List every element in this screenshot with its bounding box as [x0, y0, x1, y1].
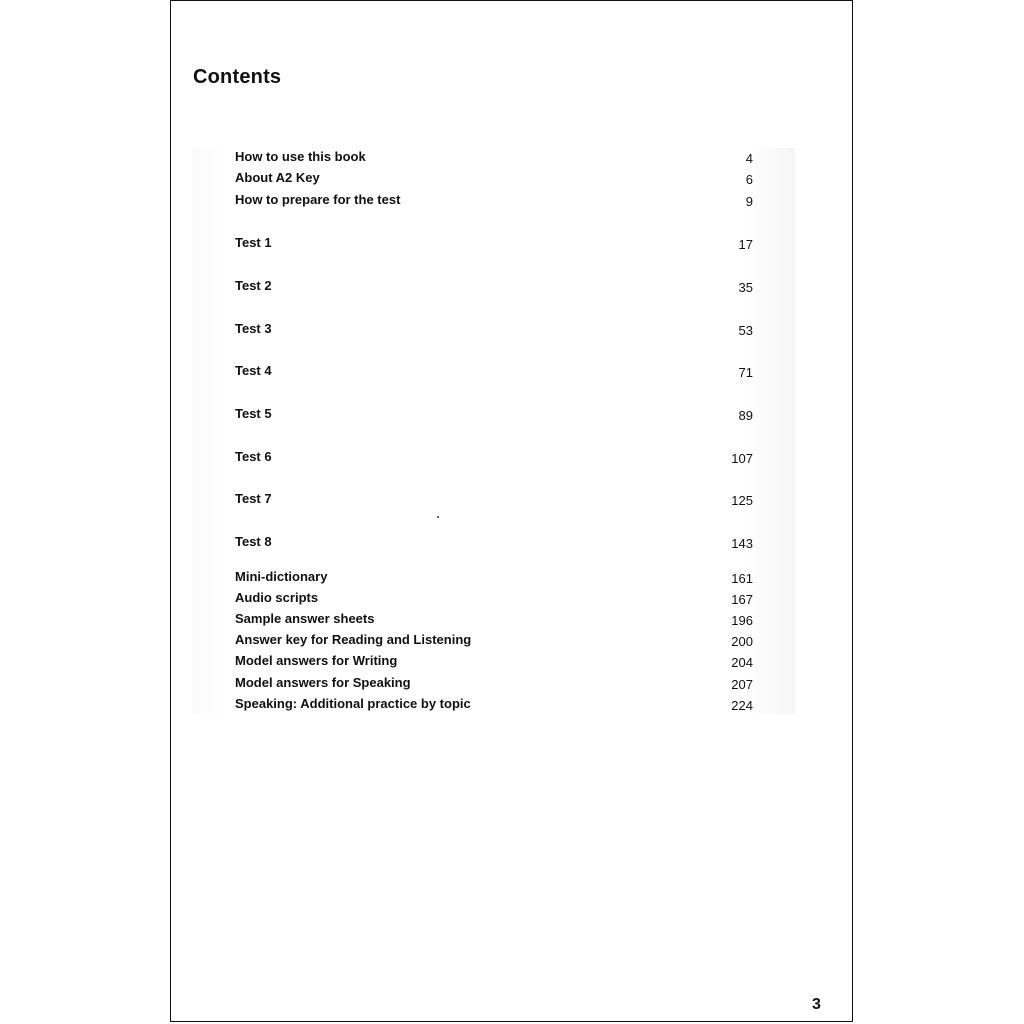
toc-entry-page: 167 — [731, 592, 753, 607]
toc-entry-label: Test 5 — [235, 406, 272, 421]
toc-entry-page: 143 — [731, 536, 753, 551]
toc-entry-page: 196 — [731, 613, 753, 628]
toc-entry[interactable] — [235, 696, 753, 714]
toc-entry[interactable] — [235, 278, 753, 296]
toc-entry-label: Answer key for Reading and Listening — [235, 632, 472, 647]
toc-entry[interactable] — [235, 491, 753, 509]
toc-entry[interactable] — [235, 569, 753, 587]
toc-entry-page: 53 — [738, 323, 753, 338]
toc-entry-label: Sample answer sheets — [235, 611, 375, 626]
toc-entry-label: Test 1 — [235, 235, 272, 250]
toc-entry-page: 107 — [731, 451, 753, 466]
toc-entry-label: How to use this book — [235, 149, 366, 164]
toc-entry[interactable] — [235, 675, 753, 693]
toc-entry-label: Test 4 — [235, 363, 272, 378]
toc-entry-page: 35 — [738, 280, 753, 295]
toc-entry[interactable] — [235, 534, 753, 552]
toc-entry[interactable] — [235, 149, 753, 167]
toc-entry-label: Test 2 — [235, 278, 272, 293]
print-speck — [437, 516, 439, 518]
toc-entry-label: About A2 Key — [235, 170, 320, 185]
toc-entry-page: 17 — [738, 237, 753, 252]
toc-entry[interactable] — [235, 590, 753, 608]
toc-entry-page: 207 — [731, 677, 753, 692]
toc-entry-page: 204 — [731, 655, 753, 670]
toc-entry-label: Test 8 — [235, 534, 272, 549]
toc-entry[interactable] — [235, 363, 753, 381]
toc-entry-page: 224 — [731, 698, 753, 713]
toc-entry[interactable] — [235, 653, 753, 671]
toc-entry-page: 71 — [738, 365, 753, 380]
toc-entry-label: Test 7 — [235, 491, 272, 506]
toc-entry-label: Test 6 — [235, 449, 272, 464]
toc-entry[interactable] — [235, 406, 753, 424]
toc-entry[interactable] — [235, 321, 753, 339]
toc-entry-page: 89 — [738, 408, 753, 423]
toc-entry-page: 9 — [745, 194, 753, 209]
toc-entry-label: Audio scripts — [235, 590, 319, 605]
toc-entry-label: How to prepare for the test — [235, 192, 401, 207]
toc-entry[interactable] — [235, 235, 753, 253]
toc-entry[interactable] — [235, 632, 753, 650]
scan-background — [192, 148, 795, 714]
toc-entry-page: 161 — [731, 571, 753, 586]
toc-entry-label: Model answers for Writing — [235, 653, 398, 668]
toc-entry-label: Model answers for Speaking — [235, 675, 411, 690]
page-title: Contents — [193, 66, 282, 88]
toc-entry-page: 6 — [745, 172, 753, 187]
toc-entry[interactable] — [235, 449, 753, 467]
toc-entry-label: Mini-dictionary — [235, 569, 328, 584]
toc-entry[interactable] — [235, 611, 753, 629]
page-number: 3 — [812, 996, 821, 1013]
toc-entry-page: 4 — [745, 151, 753, 166]
toc-entry[interactable] — [235, 192, 753, 210]
toc-entry-label: Speaking: Additional practice by topic — [235, 696, 471, 711]
toc-entry-page: 125 — [731, 493, 753, 508]
toc-entry-label: Test 3 — [235, 321, 272, 336]
toc-entry[interactable] — [235, 170, 753, 188]
toc-entry-page: 200 — [731, 634, 753, 649]
